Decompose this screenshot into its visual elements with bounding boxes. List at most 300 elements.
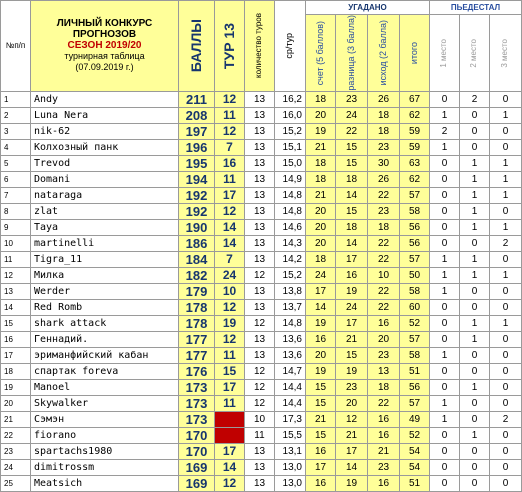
place1-cell: 0 (430, 203, 460, 219)
avg-cell: 13,6 (275, 347, 306, 363)
place2-cell: 1 (460, 427, 490, 443)
place1-cell: 0 (430, 155, 460, 171)
row-number: 9 (1, 219, 31, 235)
tour-points-cell: 12 (215, 331, 245, 347)
points-cell: 208 (179, 107, 215, 123)
table-row (1, 235, 522, 251)
place3-cell: 1 (490, 171, 522, 187)
place3-cell: 1 (490, 107, 522, 123)
tours-count-cell: 12 (245, 395, 275, 411)
place1-cell: 0 (430, 235, 460, 251)
participant-name: martinelli (31, 235, 179, 251)
title-block (31, 1, 179, 92)
table-row (1, 427, 522, 443)
score-cell: 20 (306, 219, 336, 235)
tour-points-cell: 10 (215, 283, 245, 299)
place1-cell: 0 (430, 475, 460, 491)
num-header: №п/п (1, 1, 31, 92)
participant-name: Luna Nera (31, 107, 179, 123)
participant-name: спартак foreva (31, 363, 179, 379)
place3-cell: 2 (490, 235, 522, 251)
diff-cell: 12 (336, 411, 368, 427)
participant-name: dimitrossm (31, 459, 179, 475)
score-cell: 20 (306, 235, 336, 251)
avg-cell: 14,4 (275, 395, 306, 411)
row-number: 3 (1, 123, 31, 139)
score-cell: 16 (306, 331, 336, 347)
place3-cell: 0 (490, 283, 522, 299)
row-number: 1 (1, 91, 31, 107)
diff-cell: 15 (336, 203, 368, 219)
place1-cell: 0 (430, 219, 460, 235)
score-cell: 20 (306, 203, 336, 219)
total-cell: 57 (400, 187, 430, 203)
table-row (1, 347, 522, 363)
table-row (1, 315, 522, 331)
avg-cell: 14,2 (275, 251, 306, 267)
points-cell: 173 (179, 395, 215, 411)
score-cell: 19 (306, 123, 336, 139)
outcome-cell: 22 (368, 299, 400, 315)
place1-cell: 1 (430, 395, 460, 411)
total-cell: 58 (400, 283, 430, 299)
table-row (1, 91, 522, 107)
participant-name: эриманфийский кабан (31, 347, 179, 363)
tours-count-cell: 12 (245, 315, 275, 331)
diff-cell: 14 (336, 459, 368, 475)
tour-points-cell: 11 (215, 395, 245, 411)
row-number: 12 (1, 267, 31, 283)
tour-points-cell: 19 (215, 315, 245, 331)
tours-count-cell: 13 (245, 139, 275, 155)
tour-points-cell: 11 (215, 347, 245, 363)
tour-points-cell: 14 (215, 459, 245, 475)
score-header: счет (5 баллов) (306, 15, 336, 92)
table-row (1, 203, 522, 219)
avg-cell: 14,8 (275, 315, 306, 331)
place1-cell: 0 (430, 171, 460, 187)
participant-name: shark attack (31, 315, 179, 331)
tour-header: ТУР 13 (215, 1, 245, 92)
place2-cell: 0 (460, 475, 490, 491)
avg-cell: 14,4 (275, 379, 306, 395)
tours-count-cell: 13 (245, 123, 275, 139)
place3-cell: 0 (490, 251, 522, 267)
outcome-cell: 22 (368, 235, 400, 251)
place1-cell: 1 (430, 283, 460, 299)
row-number: 24 (1, 459, 31, 475)
points-cell: 192 (179, 203, 215, 219)
avg-cell: 13,7 (275, 299, 306, 315)
table-row (1, 283, 522, 299)
score-cell: 18 (306, 251, 336, 267)
score-cell: 20 (306, 347, 336, 363)
outcome-cell: 18 (368, 379, 400, 395)
place2-header: 2 место (460, 15, 490, 92)
row-number: 10 (1, 235, 31, 251)
place3-cell: 2 (490, 411, 522, 427)
row-number: 5 (1, 155, 31, 171)
avg-cell: 14,9 (275, 171, 306, 187)
diff-cell: 16 (336, 267, 368, 283)
place2-cell: 0 (460, 395, 490, 411)
place3-cell: 0 (490, 395, 522, 411)
tours-count-cell: 12 (245, 379, 275, 395)
participant-name: fiorano (31, 427, 179, 443)
avg-cell: 14,6 (275, 219, 306, 235)
place3-cell: 0 (490, 347, 522, 363)
outcome-cell: 23 (368, 203, 400, 219)
diff-cell: 21 (336, 331, 368, 347)
score-cell: 20 (306, 107, 336, 123)
place2-cell: 1 (460, 187, 490, 203)
place2-cell: 1 (460, 171, 490, 187)
tours-count-cell: 13 (245, 235, 275, 251)
score-cell: 19 (306, 363, 336, 379)
points-cell: 190 (179, 219, 215, 235)
diff-cell: 21 (336, 427, 368, 443)
participant-name: Werder (31, 283, 179, 299)
avg-header: ср/тур (275, 1, 306, 92)
outcome-cell: 16 (368, 427, 400, 443)
tours-count-cell: 13 (245, 251, 275, 267)
table-row (1, 395, 522, 411)
tour-points-cell: 7 (215, 139, 245, 155)
diff-cell: 14 (336, 187, 368, 203)
place2-cell: 0 (460, 443, 490, 459)
title-line2: ПРОГНОЗОВ (72, 29, 137, 41)
total-cell: 62 (400, 171, 430, 187)
row-number: 16 (1, 331, 31, 347)
points-cell: 170 (179, 443, 215, 459)
score-cell: 14 (306, 299, 336, 315)
avg-cell: 14,7 (275, 363, 306, 379)
participant-name: Manoel (31, 379, 179, 395)
outcome-cell: 23 (368, 139, 400, 155)
participant-name: Tigra_11 (31, 251, 179, 267)
place3-cell: 1 (490, 219, 522, 235)
table-row (1, 219, 522, 235)
place3-cell: 0 (490, 299, 522, 315)
diff-cell: 15 (336, 155, 368, 171)
tours-count-cell: 10 (245, 411, 275, 427)
table-row (1, 251, 522, 267)
tour-points-cell: 11 (215, 171, 245, 187)
diff-cell: 23 (336, 91, 368, 107)
tour-points-cell: 11 (215, 107, 245, 123)
tours-count-cell: 13 (245, 171, 275, 187)
place3-cell: 1 (490, 155, 522, 171)
podium-group-header: ПЬЕДЕСТАЛ (430, 1, 522, 15)
diff-cell: 22 (336, 123, 368, 139)
participant-name: nik-62 (31, 123, 179, 139)
place1-cell: 1 (430, 267, 460, 283)
row-number: 7 (1, 187, 31, 203)
place2-cell: 0 (460, 363, 490, 379)
avg-cell: 15,2 (275, 267, 306, 283)
points-cell: 178 (179, 315, 215, 331)
total-cell: 51 (400, 475, 430, 491)
diff-cell: 24 (336, 107, 368, 123)
tours-count-cell: 13 (245, 107, 275, 123)
row-number: 25 (1, 475, 31, 491)
place2-cell: 1 (460, 315, 490, 331)
score-cell: 18 (306, 171, 336, 187)
place2-cell: 1 (460, 219, 490, 235)
avg-cell: 15,5 (275, 427, 306, 443)
header-group-row (1, 1, 522, 15)
place2-cell: 1 (460, 251, 490, 267)
place2-cell: 0 (460, 139, 490, 155)
avg-cell: 14,8 (275, 187, 306, 203)
place2-cell: 1 (460, 203, 490, 219)
tours-count-cell: 13 (245, 299, 275, 315)
tour-points-cell: 12 (215, 475, 245, 491)
score-cell: 18 (306, 91, 336, 107)
place3-cell: 1 (490, 315, 522, 331)
tour-points-cell: 7 (215, 251, 245, 267)
place3-cell: 1 (490, 187, 522, 203)
total-cell: 58 (400, 347, 430, 363)
tours-count-cell: 13 (245, 91, 275, 107)
row-number: 18 (1, 363, 31, 379)
place3-cell: 0 (490, 475, 522, 491)
tour-points-cell: 12 (215, 299, 245, 315)
table-row (1, 267, 522, 283)
tour-points-cell (215, 427, 245, 443)
outcome-cell: 21 (368, 443, 400, 459)
place2-cell: 1 (460, 379, 490, 395)
table-row (1, 331, 522, 347)
place1-cell: 1 (430, 139, 460, 155)
points-cell: 194 (179, 171, 215, 187)
tour-points-cell: 14 (215, 219, 245, 235)
tour-points-cell: 17 (215, 443, 245, 459)
points-cell: 178 (179, 299, 215, 315)
tour-points-cell: 17 (215, 187, 245, 203)
table-row (1, 475, 522, 491)
place3-cell: 0 (490, 427, 522, 443)
place2-cell: 0 (460, 123, 490, 139)
score-cell: 15 (306, 427, 336, 443)
row-number: 14 (1, 299, 31, 315)
table-row (1, 443, 522, 459)
subtitle-label: турнирная таблица (64, 51, 145, 62)
row-number: 8 (1, 203, 31, 219)
table-row (1, 379, 522, 395)
row-number: 23 (1, 443, 31, 459)
diff-cell: 17 (336, 251, 368, 267)
avg-cell: 13,0 (275, 459, 306, 475)
tour-points-cell: 12 (215, 91, 245, 107)
table-row (1, 459, 522, 475)
place1-cell: 0 (430, 91, 460, 107)
diff-cell: 23 (336, 379, 368, 395)
outcome-cell: 18 (368, 123, 400, 139)
tours-count-cell: 13 (245, 203, 275, 219)
table-body (1, 91, 522, 491)
avg-cell: 15,0 (275, 155, 306, 171)
row-number: 6 (1, 171, 31, 187)
row-number: 19 (1, 379, 31, 395)
date-label: (07.09.2019 г.) (75, 62, 134, 73)
tours-count-cell: 13 (245, 187, 275, 203)
points-cell: 197 (179, 123, 215, 139)
outcome-cell: 26 (368, 91, 400, 107)
table-row (1, 411, 522, 427)
row-number: 17 (1, 347, 31, 363)
tours-count-cell: 11 (245, 427, 275, 443)
place3-cell: 0 (490, 459, 522, 475)
participant-name: spartachs1980 (31, 443, 179, 459)
place3-cell: 0 (490, 203, 522, 219)
participant-name: Andy (31, 91, 179, 107)
tour-points-cell: 15 (215, 363, 245, 379)
total-cell: 54 (400, 459, 430, 475)
diff-cell: 17 (336, 443, 368, 459)
participant-name: Милка (31, 267, 179, 283)
total-cell: 57 (400, 331, 430, 347)
place1-cell: 0 (430, 459, 460, 475)
score-cell: 16 (306, 443, 336, 459)
place1-cell: 0 (430, 299, 460, 315)
score-cell: 15 (306, 395, 336, 411)
tour-points-cell: 16 (215, 155, 245, 171)
points-cell: 169 (179, 459, 215, 475)
season-label: СЕЗОН 2019/20 (67, 40, 142, 52)
row-number: 13 (1, 283, 31, 299)
points-cell: 173 (179, 379, 215, 395)
points-cell: 184 (179, 251, 215, 267)
participant-name: Taya (31, 219, 179, 235)
participant-name: Колхозный панк (31, 139, 179, 155)
place3-header: 3 место (490, 15, 522, 92)
title-line1: ЛИЧНЫЙ КОНКУРС (56, 18, 153, 30)
total-cell: 56 (400, 219, 430, 235)
total-cell: 67 (400, 91, 430, 107)
table-row (1, 155, 522, 171)
diff-cell: 18 (336, 219, 368, 235)
tour-points-cell: 12 (215, 123, 245, 139)
points-cell: 211 (179, 91, 215, 107)
points-cell: 179 (179, 283, 215, 299)
total-cell: 52 (400, 315, 430, 331)
score-cell: 15 (306, 379, 336, 395)
avg-cell: 13,6 (275, 331, 306, 347)
avg-cell: 13,0 (275, 475, 306, 491)
outcome-cell: 22 (368, 283, 400, 299)
avg-cell: 15,1 (275, 139, 306, 155)
diff-cell: 19 (336, 283, 368, 299)
table-row (1, 363, 522, 379)
total-cell: 58 (400, 203, 430, 219)
tours-count-cell: 13 (245, 475, 275, 491)
participant-name: Сэмэн (31, 411, 179, 427)
place2-cell: 0 (460, 411, 490, 427)
avg-cell: 13,8 (275, 283, 306, 299)
diff-cell: 19 (336, 475, 368, 491)
place2-cell: 0 (460, 299, 490, 315)
place3-cell: 0 (490, 363, 522, 379)
score-cell: 21 (306, 411, 336, 427)
total-header: итого (400, 15, 430, 92)
score-cell: 16 (306, 475, 336, 491)
avg-cell: 13,1 (275, 443, 306, 459)
participant-name: Domani (31, 171, 179, 187)
points-cell: 195 (179, 155, 215, 171)
participant-name: Trevod (31, 155, 179, 171)
points-cell: 192 (179, 187, 215, 203)
avg-cell: 14,8 (275, 203, 306, 219)
row-number: 20 (1, 395, 31, 411)
diff-cell: 19 (336, 363, 368, 379)
tours-count-cell: 13 (245, 219, 275, 235)
place1-cell: 0 (430, 427, 460, 443)
tours-count-header: количество туров (245, 1, 275, 92)
total-cell: 63 (400, 155, 430, 171)
tours-count-cell: 13 (245, 283, 275, 299)
outcome-cell: 16 (368, 411, 400, 427)
total-cell: 49 (400, 411, 430, 427)
place3-cell: 0 (490, 139, 522, 155)
place1-cell: 1 (430, 347, 460, 363)
place1-cell: 1 (430, 251, 460, 267)
score-cell: 24 (306, 267, 336, 283)
row-number: 22 (1, 427, 31, 443)
outcome-cell: 16 (368, 475, 400, 491)
tours-count-cell: 13 (245, 331, 275, 347)
avg-cell: 14,3 (275, 235, 306, 251)
diff-header: разница (3 балла) (336, 15, 368, 92)
row-number: 4 (1, 139, 31, 155)
participant-name: nataraga (31, 187, 179, 203)
points-cell: 173 (179, 411, 215, 427)
outcome-header: исход (2 балла) (368, 15, 400, 92)
score-cell: 19 (306, 315, 336, 331)
row-number: 11 (1, 251, 31, 267)
tour-points-cell: 17 (215, 379, 245, 395)
row-number: 21 (1, 411, 31, 427)
place1-cell: 0 (430, 315, 460, 331)
place2-cell: 0 (460, 459, 490, 475)
participant-name: Skywalker (31, 395, 179, 411)
points-cell: 176 (179, 363, 215, 379)
points-cell: 186 (179, 235, 215, 251)
outcome-cell: 23 (368, 459, 400, 475)
total-cell: 59 (400, 123, 430, 139)
place2-cell: 0 (460, 235, 490, 251)
place1-cell: 1 (430, 411, 460, 427)
total-cell: 52 (400, 427, 430, 443)
place3-cell: 0 (490, 91, 522, 107)
outcome-cell: 13 (368, 363, 400, 379)
points-cell: 196 (179, 139, 215, 155)
place2-cell: 1 (460, 331, 490, 347)
outcome-cell: 30 (368, 155, 400, 171)
outcome-cell: 16 (368, 315, 400, 331)
place2-cell: 2 (460, 91, 490, 107)
place2-cell: 0 (460, 107, 490, 123)
tours-count-cell: 13 (245, 443, 275, 459)
tour-points-cell: 12 (215, 203, 245, 219)
place1-header: 1 место (430, 15, 460, 92)
score-cell: 17 (306, 459, 336, 475)
outcome-cell: 23 (368, 347, 400, 363)
total-cell: 54 (400, 443, 430, 459)
total-cell: 56 (400, 379, 430, 395)
points-cell: 177 (179, 331, 215, 347)
points-header: БАЛЛЫ (179, 1, 215, 92)
